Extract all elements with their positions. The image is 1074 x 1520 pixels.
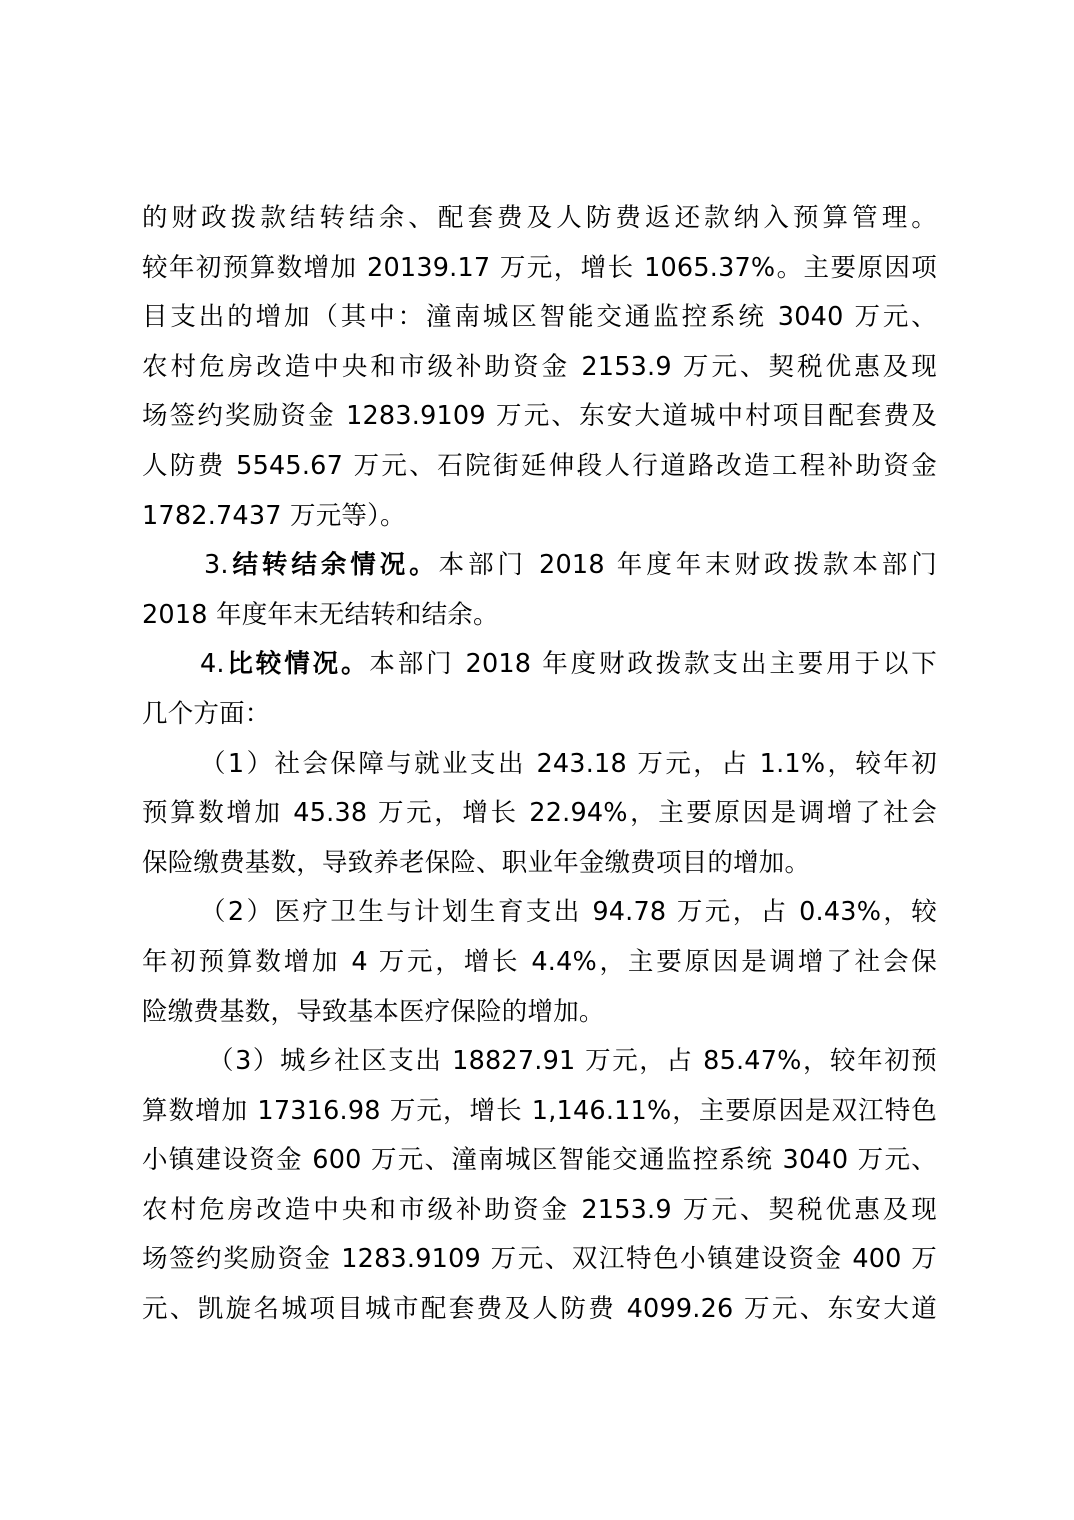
text-line: [142, 343, 937, 393]
body-text: 1782.7437 万元等）。: [142, 500, 406, 531]
body-text: 预算数增加 45.38 万元，增长 22.94%，主要原因是调增了社会: [142, 798, 937, 829]
body-text: 几个方面：: [142, 698, 271, 729]
body-text: 较年初预算数增加 20139.17 万元，增长 1065.37%。主要原因项: [142, 252, 937, 283]
body-text: 元、凯旋名城项目城市配套费及人防费 4099.26 万元、东安大道: [142, 1294, 937, 1325]
body-text: （2）医疗卫生与计划生育支出 94.78 万元，占 0.43%，较: [200, 897, 937, 928]
text-line: [142, 888, 937, 938]
text-line: [142, 1186, 937, 1236]
body-text: 农村危房改造中央和市级补助资金 2153.9 万元、契税优惠及现: [142, 351, 937, 382]
text-line: [142, 194, 937, 244]
text-line: [142, 1136, 937, 1186]
body-text: 3.: [204, 550, 229, 581]
body-text: 算数增加 17316.98 万元，增长 1,146.11%，主要原因是双江特色: [142, 1095, 937, 1126]
body-text: 的财政拨款结转结余、配套费及人防费返还款纳入预算管理。: [142, 203, 937, 233]
text-line: [142, 988, 937, 1038]
text-line: [142, 442, 937, 492]
body-text: 场签约奖励资金 1283.9109 万元、东安大道城中村项目配套费及: [142, 401, 937, 432]
body-text: 险缴费基数，导致基本医疗保险的增加。: [142, 996, 605, 1027]
document-body: [142, 194, 937, 1335]
text-line: [142, 839, 937, 889]
body-text: 年初预算数增加 4 万元，增长 4.4%，主要原因是调增了社会保: [142, 946, 937, 977]
text-line: [142, 1235, 937, 1285]
text-line: [142, 938, 937, 988]
text-line: [142, 1285, 937, 1335]
body-text: 保险缴费基数，导致养老保险、职业年金缴费项目的增加。: [142, 847, 811, 878]
text-line: [142, 293, 937, 343]
text-line: [142, 1037, 937, 1087]
body-text: 本部门 2018 年度年末财政拨款本部门: [438, 550, 937, 581]
bold-heading-text: 结转结余情况。: [228, 550, 439, 581]
body-text: 农村危房改造中央和市级补助资金 2153.9 万元、契税优惠及现: [142, 1194, 937, 1225]
text-line: [142, 690, 937, 740]
text-line: [142, 740, 937, 790]
text-line: [142, 640, 937, 690]
body-text: 人防费 5545.67 万元、石院街延伸段人行道路改造工程补助资金: [142, 450, 937, 481]
text-line: [142, 789, 937, 839]
body-text: 场签约奖励资金 1283.9109 万元、双江特色小镇建设资金 400 万: [142, 1244, 937, 1275]
body-text: （1）社会保障与就业支出 243.18 万元，占 1.1%，较年初: [200, 748, 937, 779]
body-text: 4.: [200, 649, 225, 680]
body-text: 本部门 2018 年度财政拨款支出主要用于以下: [369, 649, 937, 680]
body-text: 2018 年度年末无结转和结余。: [142, 599, 499, 630]
body-text: 目支出的增加（其中：潼南城区智能交通监控系统 3040 万元、: [142, 302, 937, 333]
text-line: [142, 244, 937, 294]
text-line: [142, 492, 937, 542]
bold-heading-text: 比较情况。: [224, 649, 370, 680]
text-line: [142, 392, 937, 442]
body-text: 小镇建设资金 600 万元、潼南城区智能交通监控系统 3040 万元、: [142, 1145, 937, 1176]
text-line: [142, 541, 937, 591]
text-line: [142, 1087, 937, 1137]
body-text: （3）城乡社区支出 18827.91 万元，占 85.47%，较年初预: [208, 1046, 937, 1077]
text-line: [142, 591, 937, 641]
